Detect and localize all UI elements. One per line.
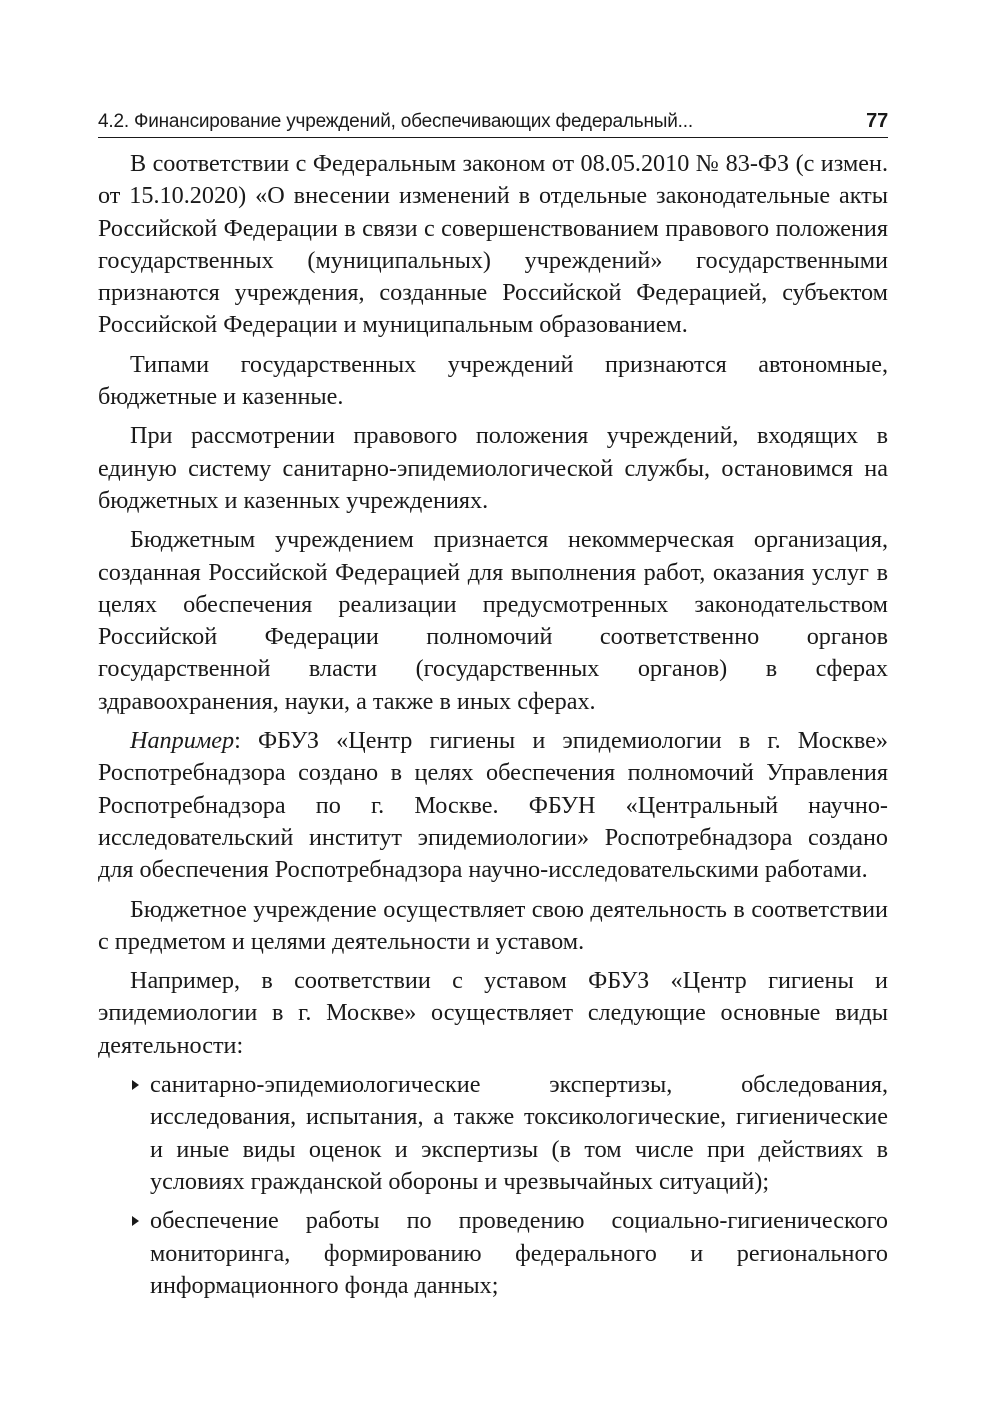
paragraph-budget-institution-definition: Бюджетным учреждением признается некоммерческая организация, созданная Российской Федерацией для выполнения работ, оказания услуг в целях обеспечения реализации предусмотренных законодательством Российской Федерации полномочий соответственно органов государственной власти (государственных органов) в сферах здравоохранения, науки, а также в иных сферах. xyxy=(98,526,888,715)
paragraph-example xyxy=(98,725,888,886)
page-number: 77 xyxy=(866,110,888,132)
example-text: : ФБУЗ «Центр гигиены и эпидемиологии в г. Москве» Роспотребнадзора создано в целях обеспечения полномочий Управления Роспотребнадзора по г. Москве. ФБУН «Центральный научно-исследовательский институт эпидемиологии» Роспотребнадзора создано для обеспечения Роспотребнадзора научно-исследовательскими работами. xyxy=(98,727,888,884)
paragraph-consideration: При рассмотрении правового положения учреждений, входящих в единую систему санитарно-эпидемиологической службы, остановимся на бюджетных и казенных учреждениях. xyxy=(98,422,888,514)
page-body xyxy=(98,148,888,1309)
header-rule xyxy=(98,137,888,138)
activities-list xyxy=(98,1069,888,1302)
paragraph-state-institutions: В соответствии с Федеральным законом от 08.05.2010 № 83-ФЗ (с измен. от 15.10.2020) «О внесении изменений в отдельные законодательные акты Российской Федерации в связи с совершенствованием правового положения государственных (муниципальных) учреждений» государственными признаются учреждения, созданные Российской Федерацией, субъектом Российской Федерации и муниципальным образованием. xyxy=(98,150,888,339)
list-item-text: обеспечение работы по проведению социально-гигиенического мониторинга, формированию федерального и регионального информационного фонда данных; xyxy=(150,1207,888,1299)
running-title: 4.2. Финансирование учреждений, обеспечивающих федеральный... xyxy=(98,111,693,132)
running-header xyxy=(98,97,888,133)
paragraph-institution-types: Типами государственных учреждений признаются автономные, бюджетные и казенные. xyxy=(98,350,888,411)
list-item xyxy=(98,1205,888,1302)
triangle-bullet-icon xyxy=(132,1216,139,1226)
list-item xyxy=(98,1069,888,1198)
triangle-bullet-icon xyxy=(132,1080,139,1090)
list-item-text: санитарно-эпидемиологические экспертизы, обследования, исследования, испытания, а также токсикологические, гигиенические и иные виды оценок и экспертизы (в том числе при действиях в условиях гражданской обороны и чрезвычайных ситуаций); xyxy=(150,1071,888,1195)
example-label: Например xyxy=(130,727,235,755)
paragraph-activity-basis: Бюджетное учреждение осуществляет свою деятельность в соответствии с предметом и целями деятельности и уставом. xyxy=(98,895,888,955)
paragraph-activities-intro: Например, в соответствии с уставом ФБУЗ «Центр гигиены и эпидемиологии в г. Москве» осуществляет следующие основные виды деятельности: xyxy=(98,967,888,1059)
